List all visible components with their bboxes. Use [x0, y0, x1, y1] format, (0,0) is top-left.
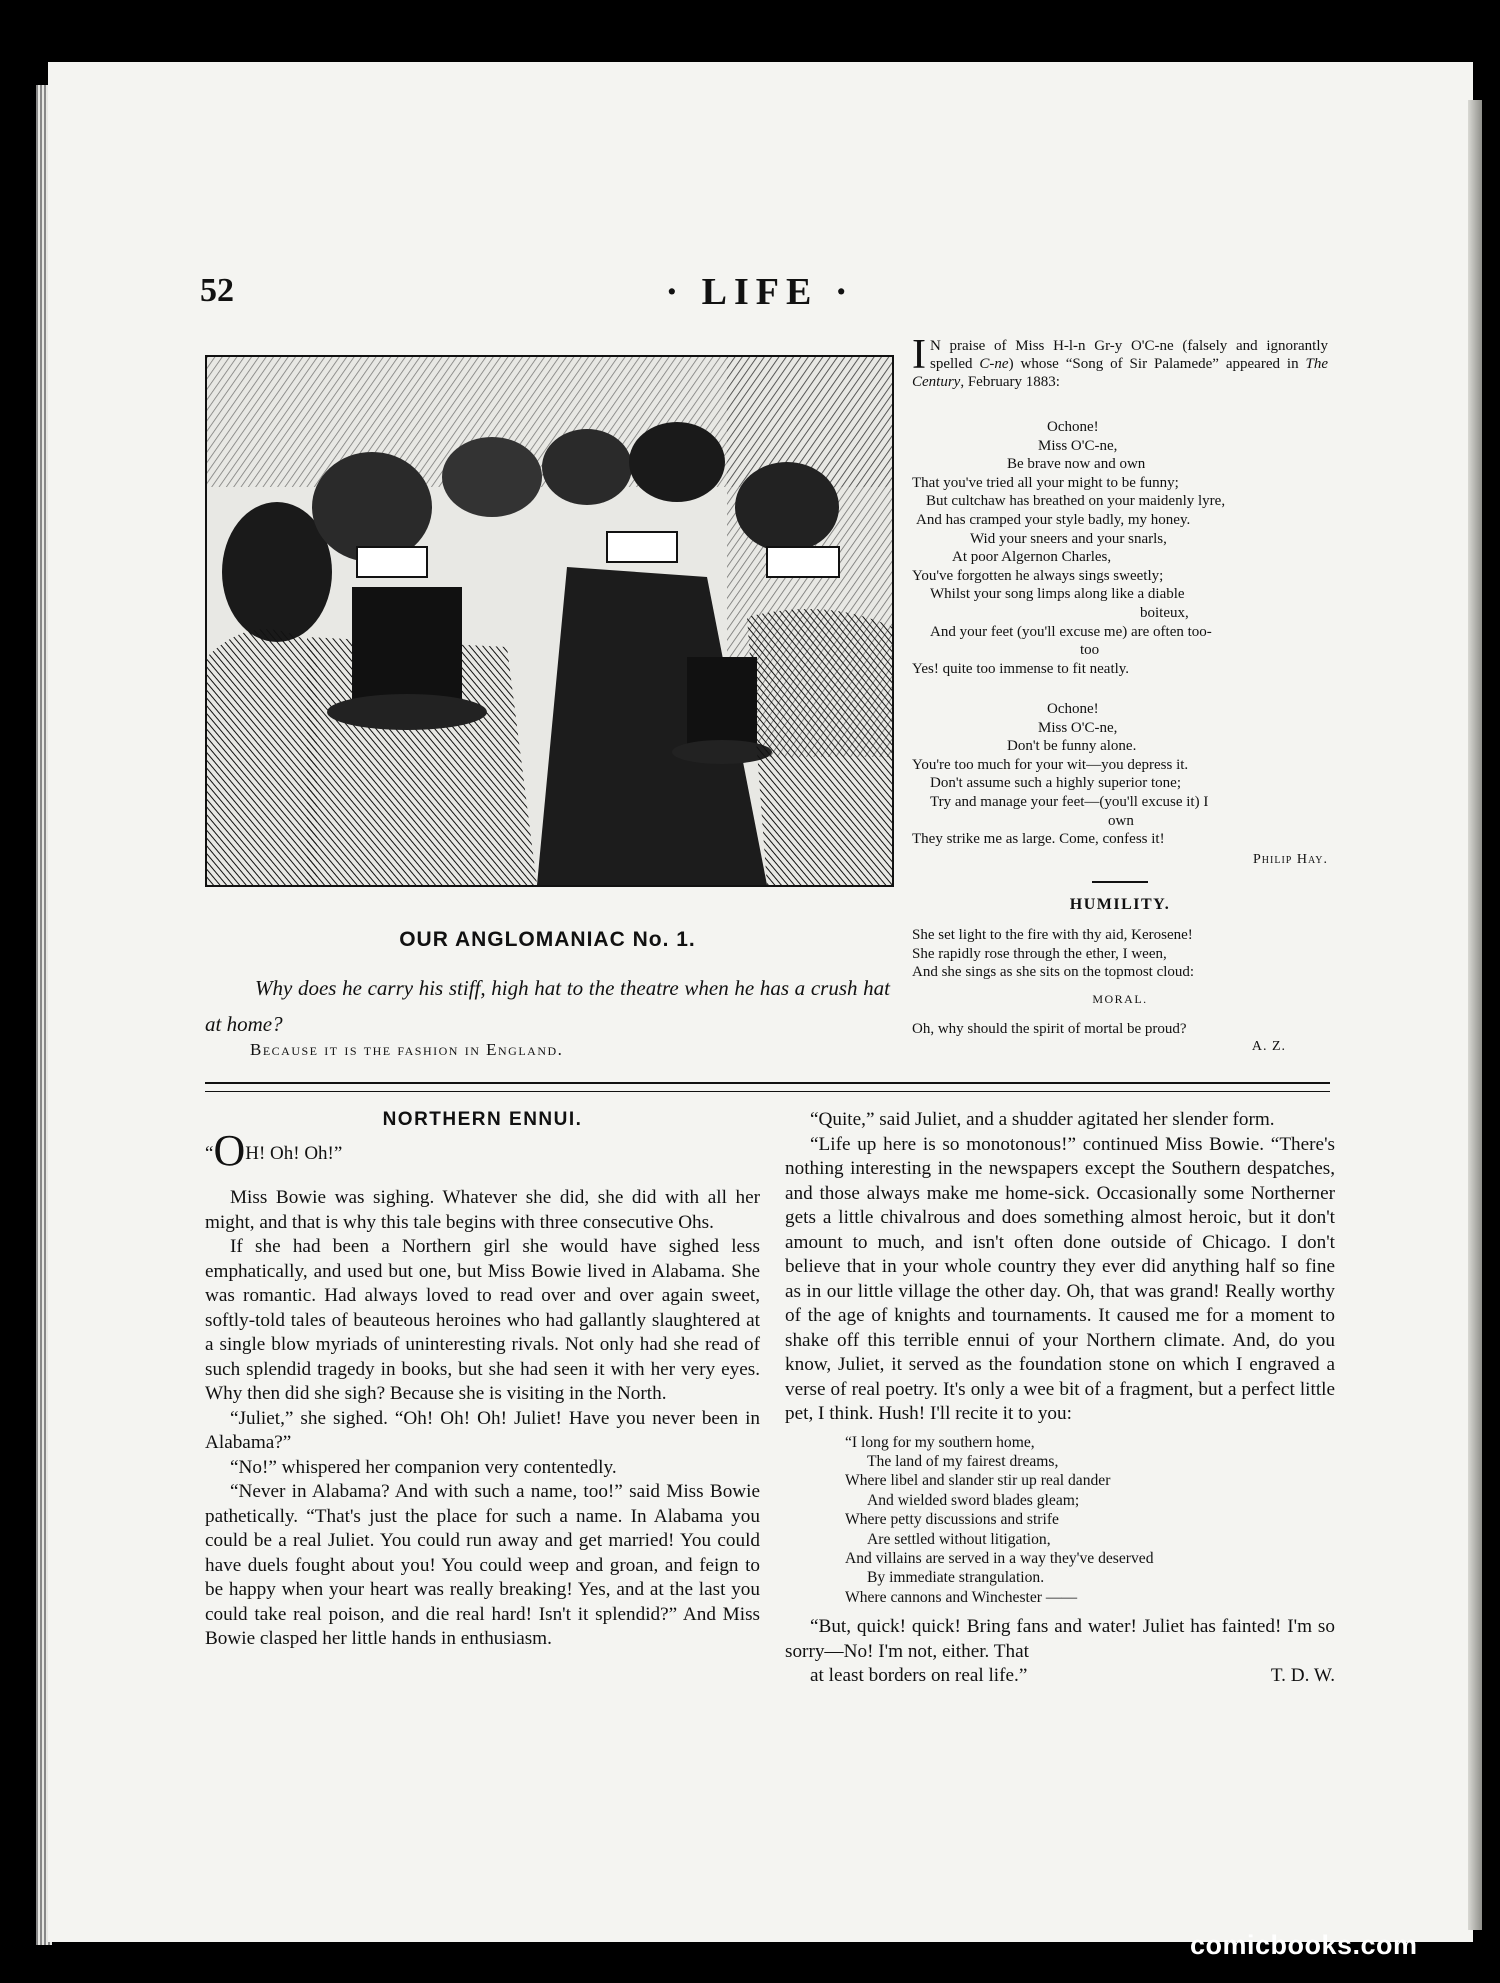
story-verse: [845, 1433, 1335, 1608]
humility-signature: A. Z.: [1251, 1039, 1286, 1054]
verse-line: Don't assume such a highly superior tone;: [930, 775, 1181, 792]
verse-line: At poor Algernon Charles,: [952, 549, 1112, 566]
story-verse-line: “I long for my southern home,: [845, 1433, 1035, 1451]
verse-line: Be brave now and own: [1007, 456, 1146, 473]
watermark: comicbooks.com: [1190, 1930, 1418, 1960]
verse-line: Ochone!: [1047, 419, 1099, 435]
verse-line: They strike me as large. Come, confess it!: [912, 831, 1165, 848]
verse-line: Whilst your song limps along like a diable: [930, 586, 1185, 603]
poem-signature: Philip Hay.: [1253, 852, 1328, 867]
poem-stanza-1: [912, 418, 1328, 678]
section-divider: [1092, 881, 1148, 883]
story-verse-line: And villains are served in a way they've deserved: [845, 1549, 1154, 1567]
verse-line: Miss O'C-ne,: [1038, 719, 1118, 736]
verse-line: Yes! quite too immense to fit neatly.: [912, 660, 1130, 677]
verse-line: You've forgotten he always sings sweetly;: [912, 567, 1164, 584]
story-paragraph: “No!” whispered her companion very contentedly.: [230, 1456, 617, 1478]
page-number: 52: [200, 272, 234, 309]
verse-line: But cultchaw has breathed on your maidenly lyre,: [926, 493, 1226, 510]
story-title: NORTHERN ENNUI.: [382, 1109, 583, 1130]
story-verse-line: By immediate strangulation.: [867, 1569, 1045, 1587]
verse-line: She rapidly rose through the ether, I ween,: [912, 945, 1167, 962]
verse-line: She set light to the fire with thy aid, Kerosene!: [912, 927, 1193, 943]
story-right-column: [785, 1108, 1335, 1689]
verse-line: Don't be funny alone.: [1007, 738, 1137, 755]
verse-line: And your feet (you'll excuse me) are often too-: [930, 623, 1212, 640]
story-verse-line: And wielded sword blades gleam;: [867, 1491, 1080, 1509]
story-opening: “OH! Oh! Oh!”: [205, 1125, 343, 1175]
verse-line: Miss O'C-ne,: [1038, 437, 1118, 454]
story-paragraph: “Life up here is so monotonous!” continued Miss Bowie. “There's nothing interesting in the newspapers except the Southern despatches, and those always make me home-sick. Occasionally some Northerner gets a little chivalrous and does something almost heroic, but it don't amount to much, and isn't often done outside of Chicago. I don't believe that in your whole country they ever did anything half so fine as in our little village the other day. Oh, that was grand! Really worthy of the age of knights and tournaments. It caused me for a moment to shake off this terrible ennui of your Northern climate. And, do you know, Juliet, it served as the foundation stone on which I engraved a verse of real poetry. It's only a wee bit of a fragment, but a perfect little pet, I think. Hush! I'll recite it to you:: [785, 1133, 1335, 1424]
verse-line: That you've tried all your might to be funny;: [912, 474, 1179, 491]
story-paragraph: “Quite,” said Juliet, and a shudder agitated her slender form.: [810, 1109, 1275, 1130]
verse-line: Wid your sneers and your snarls,: [970, 530, 1167, 547]
verse-line: Ochone!: [1047, 701, 1099, 717]
story-verse-line: Are settled without litigation,: [867, 1530, 1051, 1548]
humility-title: HUMILITY.: [1069, 896, 1171, 913]
story-closing: “But, quick! quick! Bring fans and water! Juliet has fainted! I'm so sorry—No! I'm not, either. That: [785, 1616, 1335, 1662]
masthead: · LIFE ·: [665, 271, 855, 313]
poem-stanza-2: [912, 700, 1328, 849]
verse-line: too: [1080, 642, 1100, 659]
theatre-audience-drawing: [207, 357, 892, 885]
cartoon-illustration: [205, 355, 894, 887]
story-closing-last: at least borders on real life.” T. D. W.: [785, 1664, 1335, 1689]
story-right-paragraphs: [785, 1108, 1335, 1427]
moral-label: MORAL.: [1092, 992, 1148, 1006]
story-left-column: [205, 1108, 760, 1652]
verse-line: boiteux,: [1140, 604, 1189, 621]
story-signature: T. D. W.: [1270, 1665, 1335, 1687]
story-left-paragraphs: [205, 1186, 760, 1652]
cartoon-caption-title: OUR ANGLOMANIAC No. 1.: [399, 928, 696, 951]
story-paragraph: “Juliet,” she sighed. “Oh! Oh! Oh! Juliet! Have you never been in Alabama?”: [205, 1407, 760, 1453]
cartoon-caption-question: Why does he carry his stiff, high hat to the theatre when he has a crush hat at home?: [205, 976, 890, 1036]
verse-line: And has cramped your style badly, my honey.: [916, 511, 1191, 528]
story-verse-line: Where petty discussions and strife: [845, 1511, 1059, 1529]
poem-intro: I N praise of Miss H-l-n Gr-y O'C-ne (falsely and ignorantly spelled C-ne) whose “Song of Sir Palamede” appeared in The Century, February 1883:: [912, 332, 1328, 390]
verse-line: Try and manage your feet—(you'll excuse it) I: [930, 793, 1209, 810]
verse-line: And she sings as she sits on the topmost cloud:: [912, 964, 1195, 981]
humility-final-line: Oh, why should the spirit of mortal be proud?: [912, 1021, 1187, 1037]
story-verse-line: The land of my fairest dreams,: [867, 1452, 1059, 1470]
story-paragraph: If she had been a Northern girl she would have sighed less emphatically, and used but one, but Miss Bowie lived in Alabama. She was romantic. Had always loved to read over and over again sweet, softly-told tales of beauteous heroines who had gallantly slaughtered at a single blow myriads of uninteresting rivals. Not only had she read of such splendid tragedy in books, but she had seen it with her very eyes. Why then did she sigh? Because she is visiting in the North.: [205, 1236, 760, 1404]
story-paragraph: “Never in Alabama? And with such a name, too!” said Miss Bowie pathetically. “That's just the place for such a name. In Alabama you could be a real Juliet. You could run away and get married! You could have duels fought about you! You could weep and groan, and feign to be happy when your heart was really breaking! Yes, and at the last you could take real poison, and die real hard! Isn't it splendid?” And Miss Bowie clasped her little hands in enthusiasm.: [205, 1481, 760, 1649]
story-paragraph: Miss Bowie was sighing. Whatever she did, she did with all her might, and that is why this tale begins with three consecutive Ohs.: [205, 1187, 760, 1233]
verse-line: You're too much for your wit—you depress it.: [912, 756, 1189, 773]
double-rule-divider: [205, 1082, 1330, 1092]
cartoon-caption-answer: Because it is the fashion in England.: [250, 1040, 564, 1059]
verse-line: own: [1108, 812, 1134, 829]
page-shadow-edge: [1468, 100, 1482, 1930]
story-verse-line: Where libel and slander stir up real dander: [845, 1472, 1111, 1490]
humility-verse: [912, 926, 1328, 982]
drop-cap: I: [912, 332, 926, 378]
story-verse-line: Where cannons and Winchester ——: [845, 1588, 1078, 1606]
